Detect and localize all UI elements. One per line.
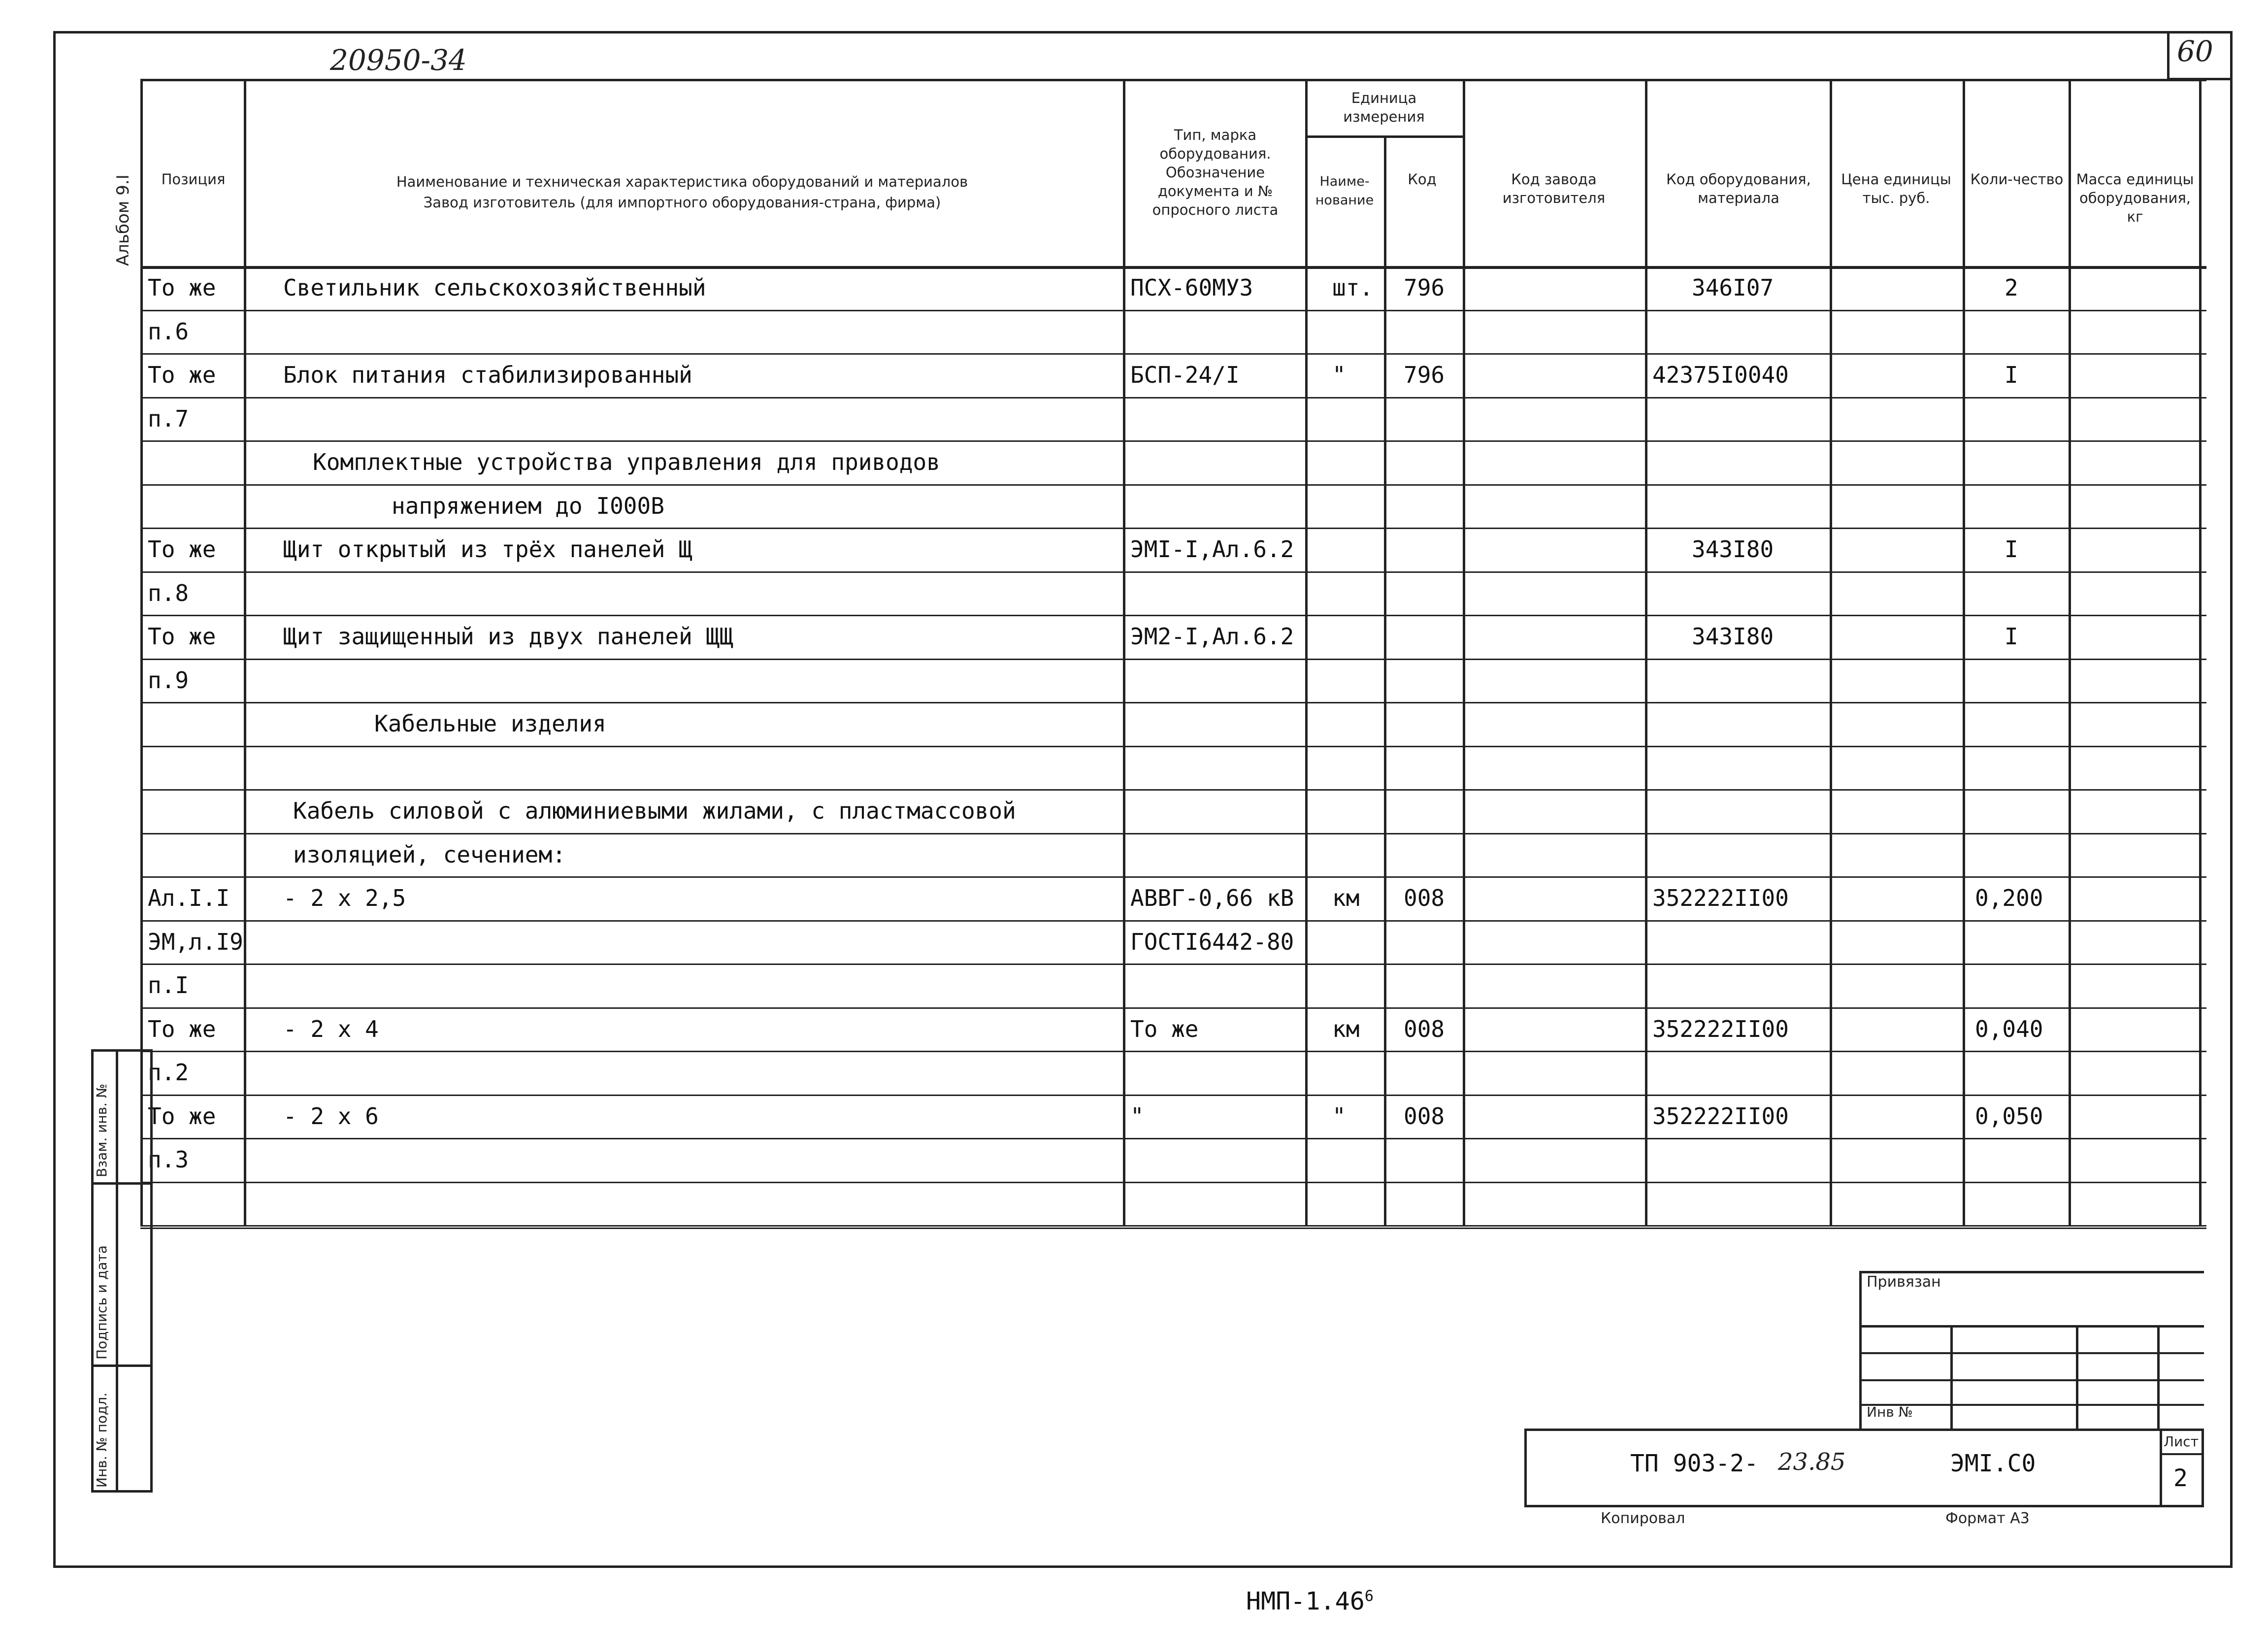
- row-divider: [140, 528, 2206, 529]
- title-block: [1524, 1429, 2204, 1507]
- column-divider: [1384, 135, 1386, 1225]
- row-type-mark: ГОСТI6442-80: [1130, 928, 1294, 955]
- column-divider: [2069, 79, 2071, 1225]
- row-divider: [140, 1225, 2206, 1227]
- row-position: То же: [148, 274, 216, 301]
- bottom-mark: [1246, 1584, 1374, 1614]
- row-divider: [140, 1007, 2206, 1009]
- row-position: То же: [148, 536, 216, 563]
- header-name-line2: Завод изготовитель (для импортного оборудования-страна, фирма): [423, 194, 941, 211]
- title-block-divider: [2160, 1453, 2204, 1455]
- stamp-vline: [2157, 1325, 2160, 1429]
- sheet-number: 2: [2173, 1464, 2188, 1492]
- row-unit: шт.: [1332, 274, 1374, 301]
- row-position: То же: [148, 1102, 216, 1130]
- side-stamp-divider: [91, 1364, 153, 1367]
- row-equipment-code: 352222II00: [1652, 1015, 1789, 1042]
- row-divider: [140, 571, 2206, 573]
- row-equipment-code: 346I07: [1692, 274, 1774, 301]
- table-top-border: [140, 79, 2206, 81]
- row-unit: ": [1332, 1102, 1346, 1130]
- row-position: То же: [148, 1015, 216, 1042]
- row-divider: [140, 659, 2206, 660]
- row-divider: [140, 353, 2206, 355]
- row-position: ЭМ,л.I9: [148, 928, 243, 955]
- row-equipment-code: 352222II00: [1652, 1102, 1789, 1130]
- row-position: То же: [148, 623, 216, 650]
- row-unit-code: 796: [1404, 362, 1445, 388]
- row-unit-code: 008: [1404, 885, 1445, 911]
- row-equipment-code: 42375I0040: [1652, 362, 1789, 388]
- corner-sheet-number: 60: [2177, 34, 2213, 68]
- column-divider: [1830, 79, 1832, 1225]
- column-divider: [1305, 79, 1308, 1225]
- header-bottom-border: [140, 266, 2206, 269]
- row-position: п.3: [148, 1146, 189, 1173]
- title-block-divider: [2160, 1429, 2162, 1507]
- bottom-mark-superscript: 6: [1364, 1588, 1374, 1605]
- header-name-line1: Наименование и техническая характеристика оборудований и материалов: [396, 173, 968, 190]
- row-name: Блок питания стабилизированный: [283, 362, 692, 388]
- column-divider: [1463, 79, 1465, 1225]
- row-divider: [140, 746, 2206, 747]
- row-position: п.2: [148, 1059, 189, 1086]
- stamp-vline: [2076, 1325, 2078, 1429]
- row-divider: [140, 789, 2206, 791]
- sheet-label: Лист: [2164, 1433, 2199, 1450]
- row-divider: [140, 397, 2206, 399]
- header-factory-code: Код завода изготовителя: [1502, 171, 1606, 206]
- row-divider: [140, 310, 2206, 311]
- stamp-vline: [1950, 1325, 1953, 1429]
- row-position: п.9: [148, 666, 189, 694]
- stamp-inv-label: Инв №: [1867, 1404, 1913, 1420]
- row-name: Светильник сельскохозяйственный: [283, 274, 706, 301]
- row-type-mark: ЭМ2-I,Ал.6.2: [1130, 623, 1294, 650]
- row-type-mark: БСП-24/I: [1130, 362, 1240, 388]
- row-equipment-code: 343I80: [1692, 623, 1774, 650]
- stamp-line: [1859, 1325, 2204, 1328]
- row-position: п.6: [148, 318, 189, 345]
- row-divider: [140, 1138, 2206, 1139]
- header-equipment-code: Код оборудования, материала: [1666, 171, 1811, 206]
- row-divider: [140, 964, 2206, 965]
- row-unit-code: 008: [1404, 1102, 1445, 1130]
- row-unit: ": [1332, 362, 1346, 388]
- table-bottom-line: [140, 1228, 2206, 1229]
- header-quantity: Коли-чество: [1970, 171, 2064, 188]
- row-type-mark: АВВГ-0,66 кВ: [1130, 885, 1294, 911]
- row-divider: [140, 876, 2206, 878]
- stamp-line: [1859, 1352, 2204, 1354]
- row-divider: [140, 440, 2206, 442]
- row-divider: [140, 1182, 2206, 1183]
- header-position: Позиция: [161, 171, 226, 188]
- row-divider: [140, 484, 2206, 486]
- copied-label: Копировал: [1601, 1510, 1685, 1527]
- bottom-mark-text: НМП-1.46: [1246, 1587, 1365, 1616]
- document-code: ТП 903-2-: [1630, 1450, 1759, 1477]
- side-vzam-label: Взам. инв. №: [94, 1083, 110, 1177]
- column-divider: [244, 79, 246, 1225]
- row-position: То же: [148, 362, 216, 388]
- row-unit: км: [1332, 1015, 1360, 1042]
- album-label: Альбом 9.I: [113, 174, 133, 266]
- row-quantity: I: [2005, 536, 2018, 563]
- row-name: изоляцией, сечением:: [293, 841, 566, 868]
- document-code-handwritten: 23.85: [1778, 1448, 1846, 1476]
- row-name: Кабель силовой с алюминиевыми жилами, с пластмассовой: [293, 798, 1016, 824]
- row-divider: [140, 1051, 2206, 1052]
- header-unit: Единица измерения: [1343, 90, 1425, 125]
- side-inv-podl-label: Инв. № подл.: [94, 1392, 110, 1488]
- side-stamp-divider: [116, 1049, 118, 1493]
- row-position: п.8: [148, 579, 189, 606]
- row-position: п.7: [148, 405, 189, 432]
- column-divider: [1645, 79, 1647, 1225]
- row-unit-code: 008: [1404, 1015, 1445, 1042]
- row-unit: км: [1332, 885, 1360, 911]
- row-quantity: 0,200: [1975, 885, 2043, 911]
- row-name: Щит защищенный из двух панелей ЩЩ: [283, 623, 733, 650]
- row-equipment-code: 343I80: [1692, 536, 1774, 563]
- row-name: - 2 х 2,5: [283, 885, 406, 911]
- row-quantity: 2: [2005, 274, 2018, 301]
- row-type-mark: ПСХ-60МУЗ: [1130, 274, 1253, 301]
- row-divider: [140, 920, 2206, 922]
- row-name: - 2 х 4: [283, 1015, 379, 1042]
- sheet-code: ЭМI.С0: [1950, 1450, 2036, 1477]
- column-divider: [2199, 79, 2202, 1225]
- row-divider: [140, 615, 2206, 616]
- row-quantity: I: [2005, 623, 2018, 650]
- header-unit-code: Код: [1408, 171, 1437, 188]
- row-name: Кабельные изделия: [374, 710, 606, 737]
- row-divider: [140, 1095, 2206, 1096]
- side-stamp-divider: [91, 1182, 153, 1185]
- stamp-linked-label: Привязан: [1867, 1273, 1941, 1291]
- row-quantity: 0,050: [1975, 1102, 2043, 1130]
- row-name: Комплектные устройства управления для приводов: [313, 449, 940, 475]
- header-price: Цена единицы тыс. руб.: [1841, 171, 1951, 206]
- row-name: напряжением до I000В: [392, 492, 664, 519]
- column-divider: [1123, 79, 1125, 1225]
- side-sign-date-label: Подпись и дата: [94, 1245, 110, 1360]
- format-label: Формат А3: [1945, 1510, 2030, 1527]
- handwritten-document-number: 20950-34: [330, 43, 467, 77]
- column-divider: [1963, 79, 1965, 1225]
- row-name: Щит открытый из трёх панелей Щ: [283, 536, 692, 563]
- row-equipment-code: 352222II00: [1652, 885, 1789, 911]
- header-unit-name: Наиме-нование: [1315, 174, 1374, 208]
- row-type-mark: То же: [1130, 1015, 1199, 1042]
- row-name: - 2 х 6: [283, 1102, 379, 1130]
- row-quantity: I: [2005, 362, 2018, 388]
- row-divider: [140, 833, 2206, 834]
- row-quantity: 0,040: [1975, 1015, 2043, 1042]
- row-type-mark: ": [1130, 1102, 1144, 1130]
- row-unit-code: 796: [1404, 274, 1445, 301]
- stamp-line: [1859, 1379, 2204, 1381]
- row-type-mark: ЭМI-I,Ал.6.2: [1130, 536, 1294, 563]
- header-mass: Масса единицы оборудования, кг: [2076, 171, 2194, 225]
- header-type-mark: Тип, марка оборудования. Обозначение документа и № опросного листа: [1152, 127, 1279, 218]
- row-position: Ал.I.I: [148, 885, 230, 911]
- row-divider: [140, 702, 2206, 703]
- row-position: п.I: [148, 972, 189, 998]
